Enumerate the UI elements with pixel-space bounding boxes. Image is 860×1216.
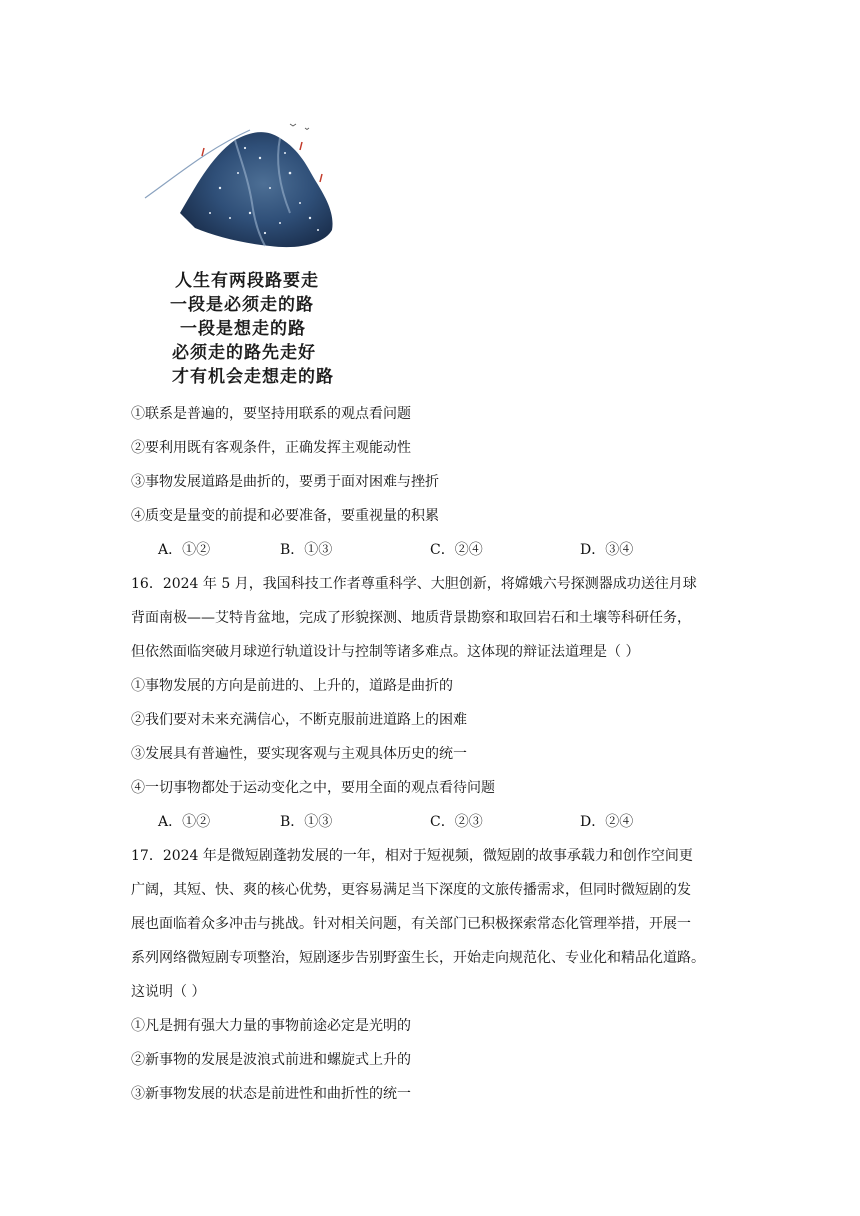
q17-stem-line-1: 17．2024 年是微短剧蓬勃发展的一年，相对于短视频，微短剧的故事承载力和创作空间更	[131, 848, 693, 864]
q16-option-a[interactable]: A．①②	[158, 814, 211, 830]
q16-stem-line-3: 但依然面临突破月球逆行轨道设计与控制等诸多难点。这体现的辩证法道理是（ ）	[131, 644, 640, 660]
q15-option-c[interactable]: C．②④	[430, 542, 483, 558]
q17-stem-line-3: 展也面临着众多冲击与挑战。针对相关问题，有关部门已积极探索常态化管理举措，开展一	[131, 916, 691, 932]
q17-stem-line-4: 系列网络微短剧专项整治，短剧逐步告别野蛮生长，开始走向规范化、专业化和精品化道路。	[131, 950, 705, 966]
caption-line-4: 必须走的路先走好	[172, 343, 316, 363]
q16-item-4: ④一切事物都处于运动变化之中，要用全面的观点看待问题	[131, 780, 495, 796]
q15-option-a[interactable]: A．①②	[158, 542, 211, 558]
q17-stem-line-2: 广阔，其短、快、爽的核心优势，更容易满足当下深度的文旅传播需求，但同时微短剧的发	[131, 882, 691, 898]
q15-option-b[interactable]: B．①③	[280, 542, 333, 558]
q16-item-1: ①事物发展的方向是前进的、上升的，道路是曲折的	[131, 678, 453, 694]
q16-item-3: ③发展具有普遍性，要实现客观与主观具体历史的统一	[131, 746, 467, 762]
caption-line-1: 人生有两段路要走	[175, 271, 319, 291]
q15-item-1: ①联系是普遍的，要坚持用联系的观点看问题	[131, 406, 411, 422]
mountain-illustration	[140, 118, 340, 388]
q17-item-3: ③新事物发展的状态是前进性和曲折性的统一	[131, 1086, 411, 1102]
q15-item-2: ②要利用既有客观条件，正确发挥主观能动性	[131, 440, 411, 456]
q16-stem-line-1: 16．2024 年 5 月，我国科技工作者尊重科学、大胆创新，将嫦娥六号探测器成功送往月球	[131, 576, 697, 592]
caption-line-5: 才有机会走想走的路	[172, 367, 334, 387]
q16-stem-line-2: 背面南极——艾特肯盆地，完成了形貌探测、地质背景勘察和取回岩石和土壤等科研任务，	[131, 610, 691, 626]
q16-item-2: ②我们要对未来充满信心，不断克服前进道路上的困难	[131, 712, 467, 728]
q16-option-b[interactable]: B．①③	[280, 814, 333, 830]
q15-item-4: ④质变是量变的前提和必要准备，要重视量的积累	[131, 508, 439, 524]
q17-item-2: ②新事物的发展是波浪式前进和螺旋式上升的	[131, 1052, 411, 1068]
q16-option-c[interactable]: C．②③	[430, 814, 483, 830]
mountain-painting	[140, 118, 340, 253]
caption-line-3: 一段是想走的路	[180, 319, 306, 339]
q15-item-3: ③事物发展道路是曲折的，要勇于面对困难与挫折	[131, 474, 439, 490]
caption-line-2: 一段是必须走的路	[170, 295, 314, 315]
q17-item-1: ①凡是拥有强大力量的事物前途必定是光明的	[131, 1018, 411, 1034]
q17-stem-line-5: 这说明（ ）	[131, 984, 206, 1000]
q15-option-d[interactable]: D．③④	[580, 542, 634, 558]
q16-option-d[interactable]: D．②④	[580, 814, 634, 830]
